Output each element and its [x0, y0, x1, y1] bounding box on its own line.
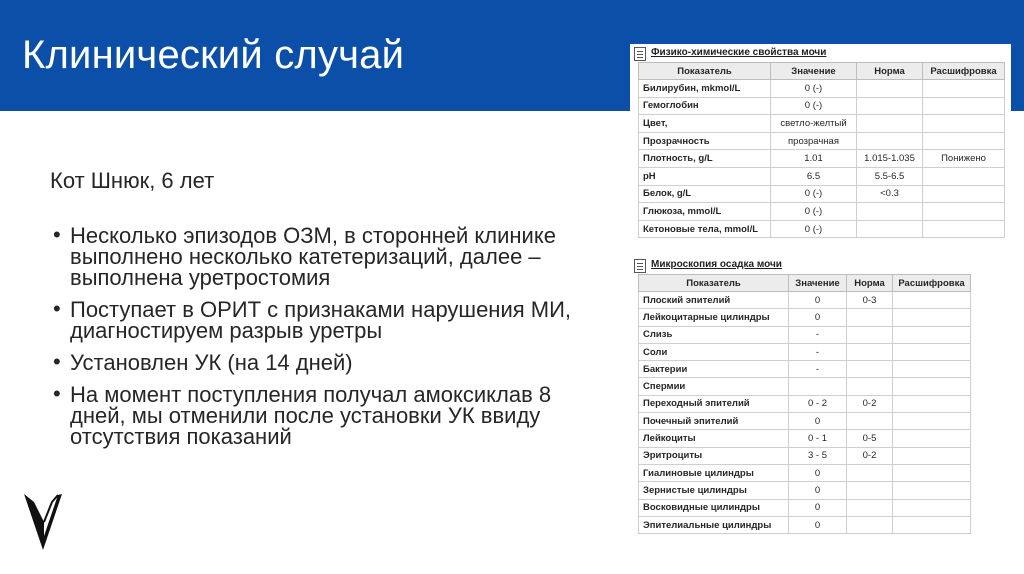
table-cell — [893, 516, 971, 533]
table-cell — [857, 97, 923, 115]
table-row — [639, 326, 971, 343]
table-cell — [893, 361, 971, 378]
column-header: Расшифровка — [893, 275, 971, 292]
table-cell: 0 - 1 — [789, 430, 847, 447]
column-header: Значение — [789, 275, 847, 292]
table-row — [639, 499, 971, 516]
row-label: Зернистые цилиндры — [639, 482, 789, 499]
row-label: Эритроциты — [639, 447, 789, 464]
table-cell — [847, 309, 893, 326]
table1-title — [630, 44, 1011, 62]
bullet-text: Несколько эпизодов ОЗМ, в сторонней клинике выполнено несколько катетеризаций, далее – выполнена уретростомия — [70, 223, 556, 290]
table-cell — [893, 499, 971, 516]
row-label: Гемоглобин — [639, 97, 771, 115]
table-cell: 0 — [789, 482, 847, 499]
table-cell: 0 — [789, 464, 847, 481]
table-cell: 6.5 — [771, 167, 857, 185]
table-row — [639, 115, 1005, 133]
row-label: Восковидные цилиндры — [639, 499, 789, 516]
table-cell — [857, 80, 923, 98]
table-cell — [893, 378, 971, 395]
table-row — [639, 413, 971, 430]
table-row — [639, 482, 971, 499]
table-row — [639, 309, 971, 326]
table-cell: 0 — [789, 516, 847, 533]
table-header-row — [639, 63, 1005, 80]
table-cell — [847, 413, 893, 430]
column-header: Показатель — [639, 275, 789, 292]
table-cell — [893, 395, 971, 412]
case-description — [50, 170, 590, 458]
table-cell: 0 — [789, 292, 847, 309]
row-label: Белок, g/L — [639, 185, 771, 203]
physicochemical-table — [638, 62, 1005, 238]
bullet-item — [50, 296, 590, 343]
table-cell: 0 (-) — [771, 220, 857, 238]
bullet-icon: • — [53, 349, 61, 374]
column-header: Расшифровка — [923, 63, 1005, 80]
table-cell: - — [789, 343, 847, 360]
table-row — [639, 378, 971, 395]
bullet-icon: • — [53, 381, 61, 406]
table-row — [639, 464, 971, 481]
table1-title-text: Физико-химические свойства мочи — [651, 47, 827, 58]
bullet-item — [50, 222, 590, 290]
table-cell — [893, 464, 971, 481]
row-label: Эпителиальные цилиндры — [639, 516, 789, 533]
table-cell — [893, 343, 971, 360]
table-cell — [847, 482, 893, 499]
document-icon — [634, 259, 646, 273]
bullet-icon: • — [53, 296, 61, 321]
row-label: Лейкоциты — [639, 430, 789, 447]
table-cell: 1.01 — [771, 150, 857, 168]
v-logo-icon — [22, 492, 64, 552]
column-header: Значение — [771, 63, 857, 80]
document-icon — [634, 47, 646, 61]
table-row — [639, 343, 971, 360]
row-label: Цвет, — [639, 115, 771, 133]
row-label: Переходный эпителий — [639, 395, 789, 412]
table-row — [639, 185, 1005, 203]
bullet-text: Установлен УК (на 14 дней) — [70, 350, 353, 375]
table-cell: - — [789, 326, 847, 343]
table-cell — [893, 309, 971, 326]
patient-subject: Кот Шнюк, 6 лет — [50, 168, 215, 193]
table-cell: 0-3 — [847, 292, 893, 309]
table-cell: 0 (-) — [771, 97, 857, 115]
table-cell — [893, 430, 971, 447]
row-label: Плоский эпителий — [639, 292, 789, 309]
column-header: Норма — [847, 275, 893, 292]
row-label: Прозрачность — [639, 132, 771, 150]
table-cell — [847, 378, 893, 395]
table-row — [639, 395, 971, 412]
bullet-list — [50, 222, 590, 449]
table-row — [639, 516, 971, 533]
row-label: Бактерии — [639, 361, 789, 378]
table-cell — [847, 464, 893, 481]
table-cell — [923, 80, 1005, 98]
table-header-row — [639, 275, 971, 292]
table-cell — [857, 220, 923, 238]
table-cell — [847, 343, 893, 360]
table-row — [639, 430, 971, 447]
table-cell: 0 — [789, 413, 847, 430]
table-cell: 0 - 2 — [789, 395, 847, 412]
sediment-table-panel — [630, 256, 980, 550]
table-row — [639, 203, 1005, 221]
row-label: Соли — [639, 343, 789, 360]
table-row — [639, 167, 1005, 185]
table-cell: 0 — [789, 309, 847, 326]
bullet-text: На момент поступления получал амоксиклав 8 дней, мы отменили после установки УК ввиду отсутствия показаний — [70, 382, 552, 449]
table-cell: 1.015-1.035 — [857, 150, 923, 168]
table-cell: - — [789, 361, 847, 378]
table-row — [639, 220, 1005, 238]
row-label: Почечный эпителий — [639, 413, 789, 430]
table-cell — [847, 326, 893, 343]
table-row — [639, 447, 971, 464]
table-cell — [923, 185, 1005, 203]
table-cell: 0 (-) — [771, 203, 857, 221]
table-cell — [847, 499, 893, 516]
row-label: Слизь — [639, 326, 789, 343]
row-label: pH — [639, 167, 771, 185]
table-row — [639, 132, 1005, 150]
table-cell: 0 — [789, 499, 847, 516]
table-row — [639, 150, 1005, 168]
table-cell: 0-5 — [847, 430, 893, 447]
column-header: Норма — [857, 63, 923, 80]
table-cell — [893, 482, 971, 499]
table-cell: светло-желтый — [771, 115, 857, 133]
table-cell — [857, 132, 923, 150]
table2-title — [630, 256, 980, 274]
row-label: Глюкоза, mmol/L — [639, 203, 771, 221]
row-label: Гиалиновые цилиндры — [639, 464, 789, 481]
table-cell — [789, 378, 847, 395]
table-cell: 0 (-) — [771, 185, 857, 203]
table-cell: 0 (-) — [771, 80, 857, 98]
table-cell: Понижено — [923, 150, 1005, 168]
table-row — [639, 97, 1005, 115]
table-cell — [893, 326, 971, 343]
bullet-item — [50, 349, 590, 375]
table-row — [639, 80, 1005, 98]
slide-title: Клинический случай — [22, 33, 405, 77]
table-cell — [923, 97, 1005, 115]
table-cell: 5.5-6.5 — [857, 167, 923, 185]
table-cell — [893, 292, 971, 309]
table-cell — [857, 203, 923, 221]
table-cell — [847, 516, 893, 533]
row-label: Спермии — [639, 378, 789, 395]
table-cell: 0-2 — [847, 395, 893, 412]
row-label: Кетоновые тела, mmol/L — [639, 220, 771, 238]
bullet-item — [50, 381, 590, 449]
table-cell: 0-2 — [847, 447, 893, 464]
table-cell — [923, 167, 1005, 185]
table-cell: 3 - 5 — [789, 447, 847, 464]
table-row — [639, 292, 971, 309]
sediment-table — [638, 274, 971, 534]
table-cell — [923, 115, 1005, 133]
table-cell — [857, 115, 923, 133]
table2-title-text: Микроскопия осадка мочи — [651, 259, 782, 270]
row-label: Лейкоцитарные цилиндры — [639, 309, 789, 326]
bullet-icon: • — [53, 222, 61, 247]
table-cell: прозрачная — [771, 132, 857, 150]
table-cell — [847, 361, 893, 378]
row-label: Билирубин, mkmol/L — [639, 80, 771, 98]
table-cell — [923, 132, 1005, 150]
row-label: Плотность, g/L — [639, 150, 771, 168]
table-cell — [893, 413, 971, 430]
table-cell: <0.3 — [857, 185, 923, 203]
column-header: Показатель — [639, 63, 771, 80]
table-cell — [893, 447, 971, 464]
table-cell — [923, 220, 1005, 238]
bullet-text: Поступает в ОРИТ с признаками нарушения МИ, диагностируем разрыв уретры — [70, 297, 572, 343]
table-row — [639, 361, 971, 378]
table-cell — [923, 203, 1005, 221]
physicochemical-table-panel — [630, 44, 1011, 249]
